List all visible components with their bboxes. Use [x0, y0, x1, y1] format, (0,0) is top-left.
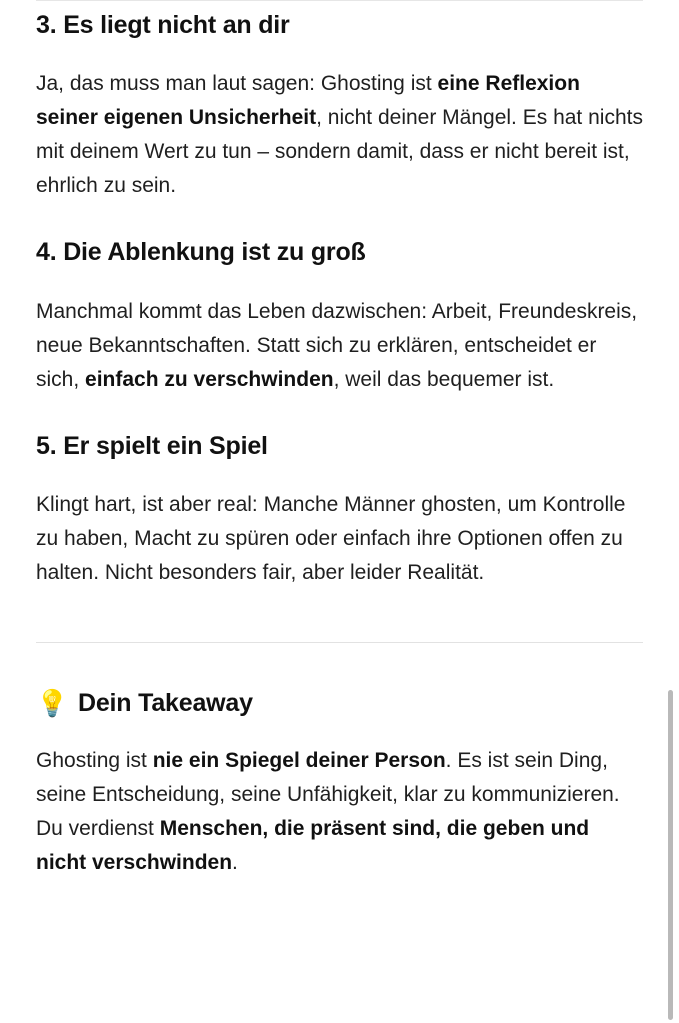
section-paragraph-5: Klingt hart, ist aber real: Manche Männer ghosten, um Kontrolle zu haben, Macht zu spüren oder einfach ihre Optionen offen zu halten. Nicht besonders fair, aber leider Realität. — [36, 492, 626, 584]
lightbulb-icon: 💡 — [36, 688, 69, 719]
takeaway-paragraph: Ghosting ist nie ein Spiegel deiner Person. Es ist sein Ding, seine Entscheidung, seine Unfähigkeit, klar zu kommunizieren. Du verdienst Menschen, die präsent sind, die geben und nicht verschwinden. — [36, 748, 620, 874]
section-paragraph-3: Ja, das muss man laut sagen: Ghosting ist eine Reflexion seiner eigenen Unsicherheit, nicht deiner Mängel. Es hat nichts mit deinem Wert zu tun – sondern damit, dass er nicht bereit ist, ehrlich zu sein. — [36, 72, 643, 198]
article-section-4 — [36, 237, 643, 396]
top-divider — [36, 0, 643, 1]
section-heading-4: 4. Die Ablenkung ist zu groß — [36, 238, 366, 267]
vertical-scrollbar[interactable] — [668, 690, 673, 1020]
background-watermark — [330, 1001, 336, 1021]
bottom-fade — [0, 1001, 679, 1023]
takeaway-section — [36, 689, 643, 880]
article-section-5 — [36, 431, 643, 590]
takeaway-header — [36, 689, 643, 718]
article-section-3 — [36, 0, 643, 203]
section-heading-3: 3. Es liegt nicht an dir — [36, 11, 290, 39]
section-heading-5: 5. Er spielt ein Spiel — [36, 431, 268, 460]
section-paragraph-4: Manchmal kommt das Leben dazwischen: Arbeit, Freundeskreis, neue Bekanntschaften. Statt sich zu erklären, entscheidet er sich, einfach zu verschwinden, weil das bequemer ist. — [36, 299, 638, 391]
takeaway-title: Dein Takeaway — [78, 688, 253, 717]
